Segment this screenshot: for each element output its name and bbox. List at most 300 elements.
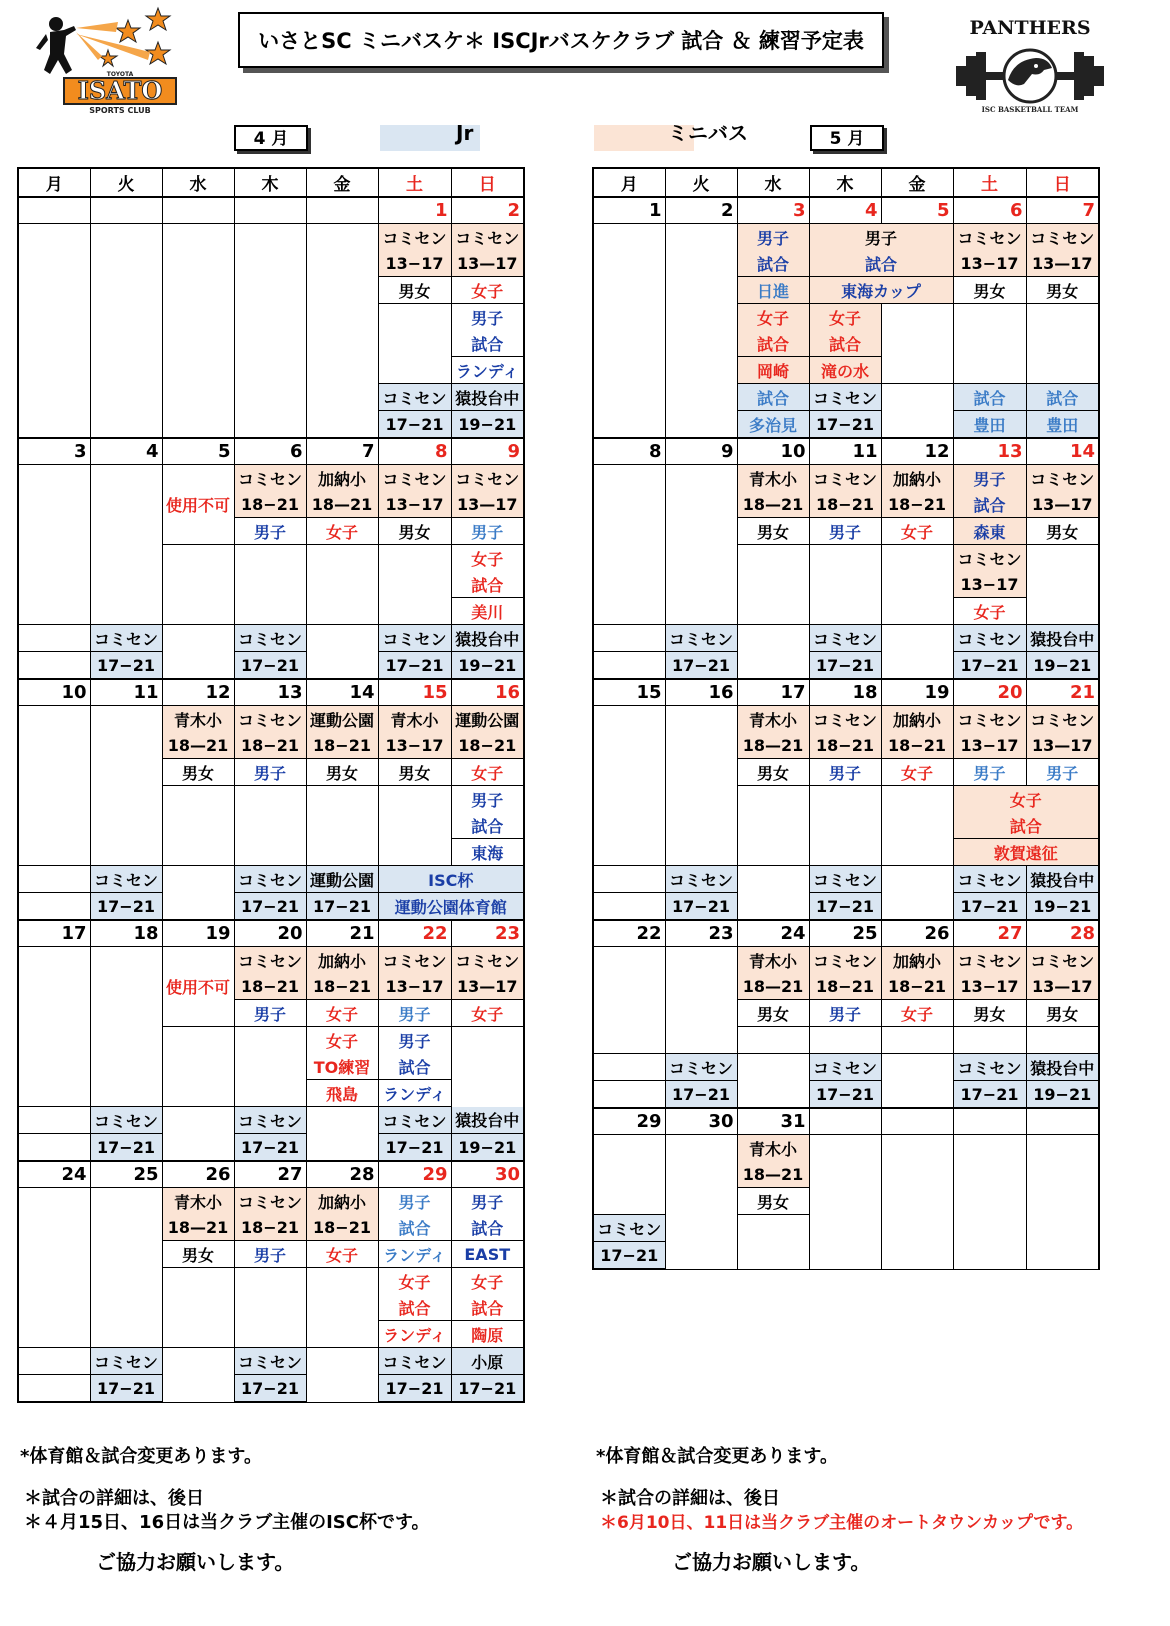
empty-cell bbox=[162, 545, 234, 625]
schedule-time: 19−21 bbox=[451, 411, 524, 439]
empty-cell bbox=[306, 625, 378, 680]
schedule-time: 13—17 bbox=[1026, 732, 1099, 759]
schedule-venue: コミセン bbox=[234, 706, 306, 733]
schedule-time: 17−21 bbox=[90, 1375, 162, 1403]
date-cell: 31 bbox=[737, 1108, 809, 1135]
schedule-opponent: 東海カップ bbox=[809, 277, 953, 304]
date-cell bbox=[306, 197, 378, 224]
schedule-time: 17−21 bbox=[378, 1375, 451, 1403]
date-row bbox=[18, 679, 524, 706]
schedule-time: 17−21 bbox=[90, 893, 162, 921]
empty-cell bbox=[737, 545, 809, 625]
schedule-group: 女子 bbox=[306, 1027, 378, 1054]
schedule-venue: 小原 bbox=[451, 1348, 524, 1375]
date-cell: 25 bbox=[809, 920, 881, 947]
empty-cell bbox=[593, 1135, 665, 1215]
empty-cell bbox=[18, 1348, 90, 1375]
schedule-venue: コミセン bbox=[378, 384, 451, 411]
schedule-group: 男子 bbox=[378, 1000, 451, 1027]
schedule-venue: 猿投台中 bbox=[1026, 625, 1099, 652]
empty-cell bbox=[593, 224, 665, 439]
date-cell: 5 bbox=[162, 438, 234, 465]
empty-cell bbox=[593, 706, 665, 866]
schedule-venue: 青木小 bbox=[737, 465, 809, 492]
schedule-group: 男女 bbox=[306, 759, 378, 786]
date-cell: 1 bbox=[593, 197, 665, 224]
panthers-logo-sub: ISC BASKETBALL TEAM bbox=[981, 105, 1079, 114]
schedule-venue: コミセン bbox=[451, 224, 524, 251]
empty-cell bbox=[809, 786, 881, 866]
schedule-group: 男女 bbox=[953, 1000, 1026, 1027]
empty-cell bbox=[881, 545, 953, 625]
schedule-venue: 運動公園 bbox=[306, 706, 378, 733]
schedule-venue: コミセン bbox=[90, 625, 162, 652]
schedule-group: 男子 bbox=[953, 759, 1026, 786]
schedule-group: 女子 bbox=[881, 518, 953, 545]
date-cell bbox=[1026, 1108, 1099, 1135]
schedule-time: 19−21 bbox=[1026, 1081, 1099, 1109]
schedule-venue: 猿投台中 bbox=[451, 1107, 524, 1134]
schedule-group: 男子 bbox=[451, 304, 524, 331]
schedule-group: 男子 bbox=[451, 518, 524, 545]
schedule-group: 男女 bbox=[737, 1188, 809, 1215]
date-row bbox=[593, 438, 1099, 465]
schedule-time: 18—21 bbox=[737, 973, 809, 1000]
schedule-time: 17−21 bbox=[306, 893, 378, 921]
empty-cell bbox=[665, 465, 737, 625]
schedule-event: 試合 bbox=[809, 250, 953, 277]
isc-cup-place: 運動公園体育館 bbox=[378, 893, 524, 921]
empty-cell bbox=[306, 545, 378, 625]
empty-cell bbox=[234, 1027, 306, 1107]
schedule-venue: コミセン bbox=[809, 947, 881, 974]
date-cell: 25 bbox=[90, 1161, 162, 1188]
schedule-event: 試合 bbox=[953, 491, 1026, 518]
schedule-venue: 加納小 bbox=[881, 706, 953, 733]
schedule-venue: コミセン bbox=[90, 866, 162, 893]
empty-cell bbox=[809, 1027, 881, 1054]
date-cell: 6 bbox=[953, 197, 1026, 224]
empty-cell bbox=[306, 1268, 378, 1348]
schedule-group: 男女 bbox=[162, 1241, 234, 1268]
schedule-time: 17−21 bbox=[378, 652, 451, 680]
schedule-group: 女子 bbox=[451, 1000, 524, 1027]
schedule-group: 男女 bbox=[737, 1000, 809, 1027]
date-cell: 2 bbox=[451, 197, 524, 224]
schedule-time: 17−21 bbox=[809, 652, 881, 680]
schedule-time: 13—17 bbox=[451, 250, 524, 277]
empty-cell bbox=[593, 866, 665, 893]
empty-cell bbox=[234, 786, 306, 866]
schedule-venue: コミセン bbox=[953, 545, 1026, 572]
empty-cell bbox=[162, 866, 234, 921]
schedule-group: 男子 bbox=[234, 759, 306, 786]
schedule-time: 18−21 bbox=[881, 732, 953, 759]
schedule-group: 男子 bbox=[234, 1000, 306, 1027]
empty-cell bbox=[737, 866, 809, 921]
weekday-header bbox=[593, 168, 1099, 197]
schedule-venue: コミセン bbox=[451, 465, 524, 492]
empty-cell bbox=[90, 465, 162, 625]
schedule-group: 男女 bbox=[378, 759, 451, 786]
schedule-time: 17−21 bbox=[809, 411, 881, 439]
empty-cell bbox=[1026, 1027, 1099, 1054]
schedule-time: 17−21 bbox=[809, 1081, 881, 1109]
date-cell: 29 bbox=[593, 1108, 665, 1135]
weekday: 木 bbox=[809, 168, 881, 197]
schedule-opponent: 敦賀遠征 bbox=[953, 839, 1099, 866]
schedule-group: 女子 bbox=[809, 304, 881, 331]
schedule-opponent: ランディ bbox=[378, 1080, 451, 1107]
schedule-time: 13—17 bbox=[1026, 491, 1099, 518]
schedule-group: 男子 bbox=[451, 786, 524, 813]
schedule-venue: コミセン bbox=[234, 1348, 306, 1375]
note-right-2: ＊試合の詳細は、後日 bbox=[600, 1488, 780, 1509]
date-cell bbox=[953, 1108, 1026, 1135]
date-cell: 8 bbox=[378, 438, 451, 465]
schedule-time: 17−21 bbox=[378, 411, 451, 439]
empty-cell bbox=[881, 1135, 953, 1270]
empty-cell bbox=[18, 1188, 90, 1348]
schedule-time: 13−17 bbox=[378, 491, 451, 518]
empty-cell bbox=[378, 786, 451, 866]
empty-cell bbox=[953, 1027, 1026, 1054]
schedule-opponent: 滝の水 bbox=[809, 357, 881, 384]
schedule-opponent: 多治見 bbox=[737, 411, 809, 439]
weekday: 金 bbox=[881, 168, 953, 197]
empty-cell bbox=[162, 625, 234, 680]
schedule-venue: コミセン bbox=[234, 947, 306, 974]
date-cell: 18 bbox=[90, 920, 162, 947]
schedule-time: 18−21 bbox=[809, 491, 881, 518]
date-cell bbox=[162, 197, 234, 224]
schedule-venue: 猿投台中 bbox=[1026, 1054, 1099, 1081]
schedule-time: 18−21 bbox=[809, 973, 881, 1000]
schedule-unavailable: 使用不可 bbox=[162, 947, 234, 1027]
empty-cell bbox=[162, 1027, 234, 1107]
schedule-group: 男女 bbox=[1026, 1000, 1099, 1027]
schedule-group: 女子 bbox=[953, 598, 1026, 625]
date-cell: 19 bbox=[162, 920, 234, 947]
schedule-venue: コミセン bbox=[1026, 224, 1099, 251]
empty-cell bbox=[378, 304, 451, 384]
schedule-time: 18—21 bbox=[162, 1214, 234, 1241]
schedule-time: 17−21 bbox=[953, 893, 1026, 921]
date-cell: 12 bbox=[162, 679, 234, 706]
schedule-venue: コミセン bbox=[593, 1215, 665, 1242]
empty-cell bbox=[737, 1027, 809, 1054]
isato-logo-sub: SPORTS CLUB bbox=[89, 106, 151, 115]
isato-logo-top: TOYOTA bbox=[106, 71, 134, 78]
schedule-group: 男女 bbox=[737, 759, 809, 786]
schedule-time: 18−21 bbox=[881, 491, 953, 518]
note-right-3: ＊6月10日、11日は当クラブ主催のオートタウンカップです。 bbox=[600, 1513, 1084, 1533]
schedule-time: 18−21 bbox=[451, 732, 524, 759]
schedule-group: 男子 bbox=[809, 759, 881, 786]
empty-cell bbox=[593, 625, 665, 652]
empty-cell bbox=[593, 947, 665, 1054]
schedule-time: 13—17 bbox=[1026, 973, 1099, 1000]
weekday: 水 bbox=[162, 168, 234, 197]
empty-cell bbox=[306, 786, 378, 866]
schedule-venue: 青木小 bbox=[737, 706, 809, 733]
empty-cell bbox=[18, 866, 90, 893]
date-cell: 11 bbox=[90, 679, 162, 706]
date-cell: 2 bbox=[665, 197, 737, 224]
date-row bbox=[18, 438, 524, 465]
date-row bbox=[593, 679, 1099, 706]
schedule-time: 19−21 bbox=[451, 652, 524, 680]
schedule-group: 女子 bbox=[737, 304, 809, 331]
schedule-time: 18−21 bbox=[809, 732, 881, 759]
note-right-4: ご協力お願いします。 bbox=[672, 1550, 871, 1574]
schedule-group: 女子 bbox=[451, 759, 524, 786]
schedule-event: 試合 bbox=[737, 384, 809, 411]
schedule-time: 13−17 bbox=[378, 973, 451, 1000]
empty-cell bbox=[881, 1054, 953, 1109]
date-row bbox=[18, 1161, 524, 1188]
schedule-venue: コミセン bbox=[1026, 465, 1099, 492]
empty-cell bbox=[306, 1348, 378, 1403]
date-cell: 28 bbox=[1026, 920, 1099, 947]
empty-cell bbox=[809, 545, 881, 625]
schedule-venue: 青木小 bbox=[162, 1188, 234, 1215]
schedule-time: 17−21 bbox=[234, 652, 306, 680]
date-cell: 29 bbox=[378, 1161, 451, 1188]
schedule-time: 17−21 bbox=[378, 1134, 451, 1162]
schedule-group: 女子 bbox=[306, 1241, 378, 1268]
empty-cell bbox=[18, 1375, 90, 1403]
jr-legend-label: Jr bbox=[456, 121, 474, 145]
schedule-venue: コミセン bbox=[234, 465, 306, 492]
schedule-opponent: 飛島 bbox=[306, 1080, 378, 1107]
empty-cell bbox=[881, 866, 953, 921]
date-cell bbox=[234, 197, 306, 224]
schedule-unavailable: 使用不可 bbox=[162, 465, 234, 545]
schedule-event: 試合 bbox=[378, 1214, 451, 1241]
page-title: いさとSC ミニバスケ＊ ISCJrバスケクラブ 試合 ＆ 練習予定表 bbox=[238, 12, 884, 68]
empty-cell bbox=[18, 465, 90, 625]
schedule-group: 女子 bbox=[378, 1268, 451, 1295]
date-cell bbox=[90, 197, 162, 224]
schedule-venue: コミセン bbox=[378, 1348, 451, 1375]
date-cell: 18 bbox=[809, 679, 881, 706]
date-cell: 9 bbox=[665, 438, 737, 465]
schedule-group: 男女 bbox=[953, 277, 1026, 304]
schedule-group: 男子 bbox=[809, 518, 881, 545]
schedule-venue: 青木小 bbox=[162, 706, 234, 733]
schedule-group: 男女 bbox=[378, 277, 451, 304]
date-cell: 5 bbox=[881, 197, 953, 224]
empty-cell bbox=[593, 893, 665, 921]
schedule-venue: 青木小 bbox=[378, 706, 451, 733]
schedule-event: 試合 bbox=[451, 1294, 524, 1321]
date-cell: 12 bbox=[881, 438, 953, 465]
schedule-venue: コミセン bbox=[665, 625, 737, 652]
empty-cell bbox=[378, 545, 451, 625]
date-cell: 28 bbox=[306, 1161, 378, 1188]
schedule-group: 男女 bbox=[378, 518, 451, 545]
weekday: 火 bbox=[665, 168, 737, 197]
weekday: 水 bbox=[737, 168, 809, 197]
schedule-time: 13—17 bbox=[451, 973, 524, 1000]
schedule-event: 試合 bbox=[451, 1214, 524, 1241]
schedule-group: 男子 bbox=[378, 1027, 451, 1054]
schedule-venue: 加納小 bbox=[881, 465, 953, 492]
schedule-venue: 加納小 bbox=[306, 1188, 378, 1215]
schedule-time: 18−21 bbox=[234, 973, 306, 1000]
schedule-time: 18−21 bbox=[234, 1214, 306, 1241]
empty-cell bbox=[953, 1135, 1026, 1270]
schedule-venue: コミセン bbox=[378, 625, 451, 652]
empty-cell bbox=[881, 1027, 953, 1054]
schedule-opponent: ランディ bbox=[378, 1241, 451, 1268]
date-cell: 24 bbox=[737, 920, 809, 947]
empty-cell bbox=[593, 1081, 665, 1109]
empty-cell bbox=[18, 1134, 90, 1162]
schedule-venue: コミセン bbox=[234, 625, 306, 652]
schedule-opponent: 豊田 bbox=[1026, 411, 1099, 439]
empty-cell bbox=[881, 786, 953, 866]
schedule-venue: 青木小 bbox=[737, 947, 809, 974]
schedule-group: 男女 bbox=[737, 518, 809, 545]
schedule-venue: コミセン bbox=[234, 1107, 306, 1134]
date-cell: 23 bbox=[665, 920, 737, 947]
schedule-time: 17−21 bbox=[953, 1081, 1026, 1109]
schedule-event: 試合 bbox=[378, 1294, 451, 1321]
schedule-opponent: 日進 bbox=[737, 277, 809, 304]
date-row bbox=[593, 1108, 1099, 1135]
schedule-venue: コミセン bbox=[953, 947, 1026, 974]
date-cell: 16 bbox=[665, 679, 737, 706]
schedule-group: 男子 bbox=[809, 224, 953, 251]
empty-cell bbox=[90, 1188, 162, 1348]
date-cell: 21 bbox=[1026, 679, 1099, 706]
date-cell: 21 bbox=[306, 920, 378, 947]
date-row bbox=[593, 920, 1099, 947]
schedule-time: 18—21 bbox=[737, 491, 809, 518]
date-cell: 13 bbox=[953, 438, 1026, 465]
date-cell: 15 bbox=[593, 679, 665, 706]
date-cell: 11 bbox=[809, 438, 881, 465]
date-cell bbox=[18, 197, 90, 224]
empty-cell bbox=[737, 625, 809, 680]
date-cell bbox=[809, 1108, 881, 1135]
empty-cell bbox=[593, 465, 665, 625]
minibas-legend-label: ミニバス bbox=[668, 121, 748, 145]
schedule-venue: 運動公園 bbox=[451, 706, 524, 733]
note-left-3: ＊４月15日、16日は当クラブ主催のISC杯です。 bbox=[24, 1512, 430, 1533]
schedule-time: 17−21 bbox=[953, 652, 1026, 680]
april-label: 4 月 bbox=[234, 125, 308, 151]
empty-cell bbox=[306, 1107, 378, 1162]
date-cell bbox=[881, 1108, 953, 1135]
schedule-venue: コミセン bbox=[378, 947, 451, 974]
date-row bbox=[18, 197, 524, 224]
schedule-opponent: 美川 bbox=[451, 598, 524, 625]
date-cell: 4 bbox=[90, 438, 162, 465]
date-cell: 14 bbox=[1026, 438, 1099, 465]
note-left-1: *体育館＆試合変更あります。 bbox=[20, 1446, 262, 1467]
date-cell: 20 bbox=[953, 679, 1026, 706]
schedule-venue: コミセン bbox=[953, 706, 1026, 733]
schedule-time: 17−21 bbox=[809, 893, 881, 921]
schedule-time: 13—17 bbox=[451, 491, 524, 518]
empty-cell bbox=[1026, 304, 1099, 384]
schedule-venue: 猿投台中 bbox=[1026, 866, 1099, 893]
schedule-venue: コミセン bbox=[665, 1054, 737, 1081]
schedule-group: 男子 bbox=[378, 1188, 451, 1215]
empty-cell bbox=[1026, 545, 1099, 625]
schedule-venue: コミセン bbox=[809, 465, 881, 492]
isato-logo bbox=[20, 4, 180, 116]
empty-cell bbox=[234, 1268, 306, 1348]
empty-cell bbox=[18, 1107, 90, 1134]
schedule-venue: コミセン bbox=[953, 866, 1026, 893]
empty-cell bbox=[665, 947, 737, 1054]
schedule-group: 女子 bbox=[451, 545, 524, 572]
schedule-time: 19−21 bbox=[1026, 652, 1099, 680]
schedule-time: 17−21 bbox=[593, 1242, 665, 1270]
schedule-opponent: ランディ bbox=[378, 1321, 451, 1348]
empty-cell bbox=[90, 947, 162, 1107]
date-cell: 27 bbox=[953, 920, 1026, 947]
schedule-group: 女子 bbox=[881, 1000, 953, 1027]
date-row bbox=[593, 197, 1099, 224]
schedule-time: 18−21 bbox=[306, 732, 378, 759]
date-cell: 16 bbox=[451, 679, 524, 706]
date-cell: 4 bbox=[809, 197, 881, 224]
may-label: 5 月 bbox=[810, 125, 884, 151]
empty-cell bbox=[593, 1054, 665, 1081]
date-cell: 10 bbox=[18, 679, 90, 706]
schedule-venue: コミセン bbox=[809, 384, 881, 411]
schedule-venue: コミセン bbox=[953, 224, 1026, 251]
schedule-venue: コミセン bbox=[378, 465, 451, 492]
schedule-venue: 加納小 bbox=[881, 947, 953, 974]
weekday-header bbox=[18, 168, 524, 197]
schedule-venue: コミセン bbox=[1026, 947, 1099, 974]
date-cell: 30 bbox=[451, 1161, 524, 1188]
schedule-group: 男子 bbox=[809, 1000, 881, 1027]
schedule-event: 試合 bbox=[953, 384, 1026, 411]
date-cell: 13 bbox=[234, 679, 306, 706]
date-cell: 15 bbox=[378, 679, 451, 706]
empty-cell bbox=[953, 304, 1026, 384]
date-cell: 14 bbox=[306, 679, 378, 706]
panthers-logo-text: PANTHERS bbox=[969, 17, 1091, 39]
schedule-venue: コミセン bbox=[953, 625, 1026, 652]
note-left-2: ＊試合の詳細は、後日 bbox=[24, 1488, 204, 1509]
schedule-event: 試合 bbox=[378, 1053, 451, 1080]
schedule-group: 女子 bbox=[451, 1268, 524, 1295]
schedule-time: 18—21 bbox=[162, 732, 234, 759]
weekday: 木 bbox=[234, 168, 306, 197]
schedule-group: 男女 bbox=[1026, 277, 1099, 304]
schedule-venue: コミセン bbox=[809, 706, 881, 733]
date-cell: 8 bbox=[593, 438, 665, 465]
schedule-venue: 加納小 bbox=[306, 947, 378, 974]
date-row bbox=[18, 920, 524, 947]
panthers-logo bbox=[952, 14, 1108, 114]
schedule-group: 女子 bbox=[306, 1000, 378, 1027]
schedule-event: 試合 bbox=[1026, 384, 1099, 411]
schedule-time: 17−21 bbox=[234, 1134, 306, 1162]
schedule-event: 試合 bbox=[953, 812, 1099, 839]
schedule-event: 試合 bbox=[737, 250, 809, 277]
schedule-time: 17−21 bbox=[665, 652, 737, 680]
schedule-venue: コミセン bbox=[90, 1107, 162, 1134]
